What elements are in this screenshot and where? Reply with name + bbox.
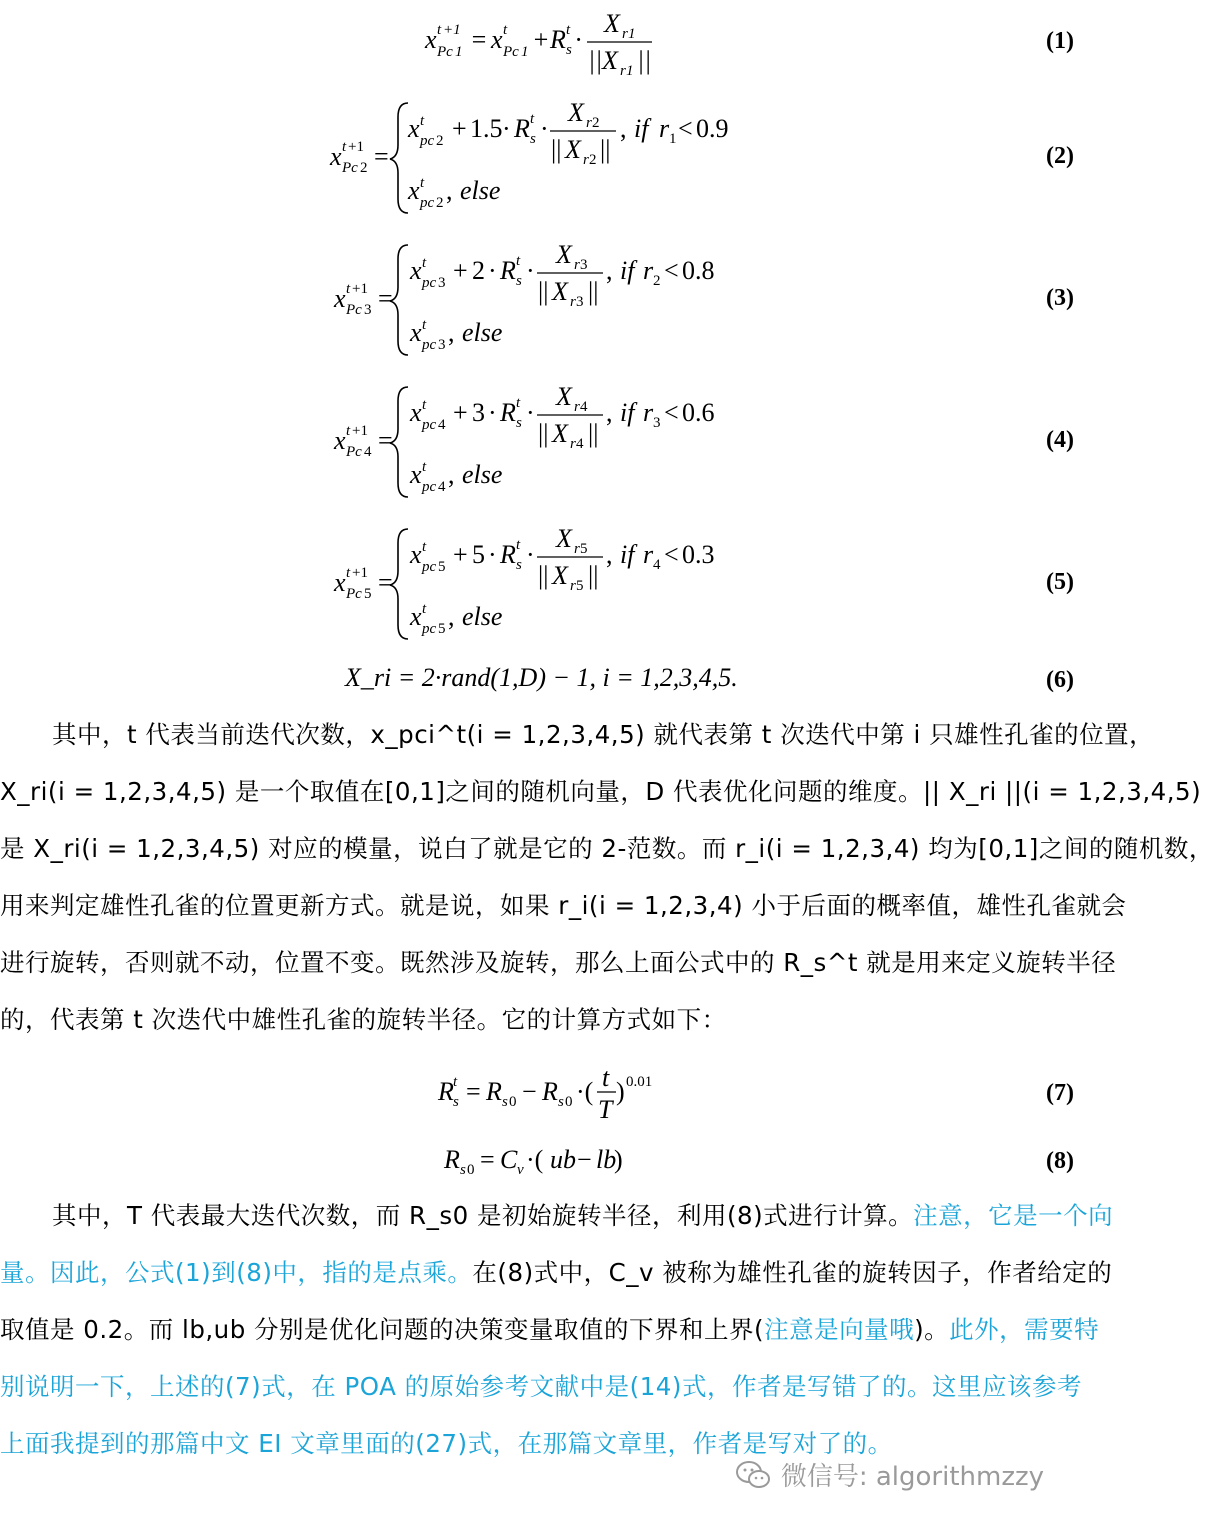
svg-text:X: X	[602, 46, 618, 75]
svg-text:<: <	[664, 540, 679, 569]
svg-text:Pc: Pc	[346, 586, 362, 602]
svg-text:4: 4	[438, 479, 446, 495]
equation-8	[0, 1136, 1080, 1186]
svg-text:·: ·	[526, 540, 535, 569]
svg-text:X: X	[552, 419, 568, 448]
svg-text:s: s	[453, 1094, 459, 1110]
equation-number: (3)	[1046, 285, 1074, 311]
text-line: 用来判定雄性孔雀的位置更新方式。就是说，如果 r_i(i = 1,2,3,4) 小于后面的概率值，雄性孔雀就会	[0, 891, 1127, 920]
svg-text:=: =	[480, 1145, 495, 1174]
svg-text:r: r	[620, 63, 626, 79]
highlight-note: 此外，需要特	[949, 1315, 1100, 1344]
svg-text:=: =	[466, 1077, 481, 1106]
svg-text:x: x	[408, 114, 420, 143]
svg-text:t: t	[516, 253, 521, 269]
equation-number: (2)	[1046, 143, 1074, 169]
svg-text:·: ·	[526, 256, 535, 285]
svg-text:4: 4	[580, 399, 588, 415]
svg-text:4: 4	[364, 444, 372, 460]
svg-text:t: t	[346, 281, 351, 297]
text-line: 其中，t 代表当前迭代次数，x_pci^t(i = 1,2,3,4,5) 就代表第 t 次迭代中第 i 只雄性孔雀的位置，	[52, 720, 1155, 749]
svg-text:lb: lb	[596, 1145, 617, 1174]
svg-text:+1: +1	[352, 423, 368, 439]
svg-text:+1: +1	[443, 22, 461, 38]
svg-text:r: r	[570, 294, 576, 310]
svg-text:4: 4	[576, 436, 584, 452]
svg-text:if: if	[620, 256, 635, 285]
equation-3	[0, 237, 1080, 362]
svg-text:r: r	[622, 26, 628, 42]
svg-text:0: 0	[467, 1162, 475, 1178]
svg-text:−: −	[522, 1077, 537, 1106]
svg-text:=: =	[470, 25, 488, 54]
svg-text:X: X	[552, 561, 568, 590]
svg-text:3: 3	[438, 275, 446, 291]
svg-text:5: 5	[576, 578, 584, 594]
svg-text:s: s	[460, 1162, 466, 1178]
svg-text:3: 3	[472, 398, 485, 427]
svg-text:pc: pc	[422, 275, 437, 291]
svg-text:x: x	[334, 426, 346, 455]
svg-text:s: s	[516, 557, 522, 573]
svg-text:R: R	[514, 114, 530, 143]
svg-text:r: r	[570, 436, 576, 452]
svg-text:Pc: Pc	[346, 444, 362, 460]
svg-text:R: R	[500, 256, 516, 285]
svg-text:2: 2	[436, 195, 444, 211]
text-line: X_ri(i = 1,2,3,4,5) 是一个取值在[0,1]之间的随机向量，D 代表优化问题的维度。|| X_ri ||(i = 1,2,3,4,5)	[0, 777, 1202, 806]
svg-text:s: s	[516, 415, 522, 431]
svg-text:Pc: Pc	[342, 160, 358, 176]
svg-text:3: 3	[576, 294, 584, 310]
svg-text:·: ·	[502, 114, 511, 143]
svg-text:·: ·	[575, 25, 582, 54]
svg-text:·(: ·(	[576, 1077, 594, 1106]
text-span: )。	[914, 1315, 950, 1344]
svg-text:R: R	[438, 1077, 454, 1106]
svg-text:+1: +1	[348, 139, 364, 155]
svg-text:pc: pc	[422, 559, 437, 575]
highlight-note: 注意，它是一个向	[913, 1201, 1114, 1230]
highlight-note: 别说明一下，上述的(7)式，在 POA 的原始参考文献中是(14)式，作者是写错了的。这里应该参考	[0, 1372, 1082, 1401]
svg-text:3: 3	[364, 302, 372, 318]
svg-text:R: R	[500, 398, 516, 427]
svg-text:t: t	[602, 1063, 610, 1092]
svg-text:3: 3	[438, 337, 446, 353]
svg-text:0.01: 0.01	[626, 1074, 653, 1090]
svg-text:s: s	[566, 42, 572, 58]
equation-number: (8)	[1046, 1148, 1074, 1174]
svg-text:||: ||	[538, 561, 549, 590]
svg-text:1: 1	[669, 131, 677, 147]
svg-text:4: 4	[438, 417, 446, 433]
svg-text:,: ,	[606, 540, 613, 569]
highlight-note: 注意是向量哦	[764, 1315, 915, 1344]
svg-text:,: ,	[448, 460, 455, 489]
svg-text:t: t	[422, 459, 427, 475]
svg-text:||: ||	[588, 46, 603, 75]
svg-text:if: if	[634, 114, 649, 143]
text-line: 进行旋转，否则就不动，位置不变。既然涉及旋转，那么上面公式中的 R_s^t 就是用来定义旋转半径	[0, 948, 1117, 977]
svg-text:X: X	[556, 382, 572, 411]
svg-text:5: 5	[580, 541, 588, 557]
svg-text:5: 5	[364, 586, 372, 602]
svg-text:−: −	[577, 1145, 592, 1174]
svg-text:else: else	[462, 602, 503, 631]
equation-7	[0, 1060, 1080, 1130]
svg-text:else: else	[462, 318, 503, 347]
svg-text:Pc: Pc	[437, 44, 453, 60]
equation-6	[0, 655, 1080, 705]
svg-text:+: +	[453, 540, 468, 569]
svg-text:r: r	[570, 578, 576, 594]
svg-text:T: T	[598, 1095, 613, 1124]
text-span: 其中，T 代表最大迭代次数，而 R_s0 是初始旋转半径，利用(8)式进行计算。	[52, 1201, 914, 1230]
text-span: 在(8)式中，C_v 被称为雄性孔雀的旋转因子，作者给定的	[472, 1258, 1113, 1287]
svg-text:2: 2	[436, 133, 444, 149]
svg-text:x: x	[425, 25, 437, 54]
svg-text:=: =	[378, 568, 393, 597]
paragraph-2	[0, 1187, 1114, 1472]
svg-text:t: t	[516, 537, 521, 553]
svg-text:v: v	[517, 1162, 524, 1178]
highlight-note: 量。因此，公式(1)到(8)中，指的是点乘。	[0, 1258, 473, 1287]
svg-text:2: 2	[360, 160, 368, 176]
svg-text:||: ||	[600, 135, 611, 164]
svg-text:r: r	[586, 115, 592, 131]
svg-text:pc: pc	[420, 133, 435, 149]
svg-text:s: s	[558, 1094, 564, 1110]
svg-text:=: =	[374, 142, 389, 171]
svg-text:x: x	[330, 142, 342, 171]
svg-text:||: ||	[551, 135, 562, 164]
svg-text:else: else	[460, 176, 501, 205]
svg-text:x: x	[410, 256, 422, 285]
equation-number: (6)	[1046, 667, 1074, 693]
svg-text:t: t	[422, 397, 427, 413]
svg-text:||: ||	[637, 46, 652, 75]
svg-text:t: t	[530, 111, 535, 127]
equation-number: (5)	[1046, 569, 1074, 595]
paragraph-1	[0, 706, 1214, 1048]
svg-text:t: t	[422, 601, 427, 617]
svg-text:r: r	[583, 152, 589, 168]
svg-text:,: ,	[606, 398, 613, 427]
equation-number: (7)	[1046, 1080, 1074, 1106]
svg-text:||: ||	[588, 561, 599, 590]
svg-text:3: 3	[580, 257, 588, 273]
svg-text:=: =	[378, 426, 393, 455]
svg-text:2: 2	[592, 115, 600, 131]
svg-text:·: ·	[488, 398, 497, 427]
svg-text:r: r	[659, 114, 670, 143]
svg-text:||: ||	[588, 277, 599, 306]
svg-text:0.8: 0.8	[682, 256, 715, 285]
equation-4	[0, 379, 1080, 504]
svg-text:=: =	[378, 284, 393, 313]
svg-text:x: x	[410, 540, 422, 569]
svg-text:·: ·	[526, 398, 535, 427]
svg-text:t: t	[342, 139, 347, 155]
svg-text:t: t	[503, 22, 508, 38]
svg-text:Pc: Pc	[346, 302, 362, 318]
svg-text:pc: pc	[420, 195, 435, 211]
svg-text:,: ,	[620, 114, 627, 143]
svg-text:t: t	[566, 22, 571, 38]
svg-text:<: <	[678, 114, 693, 143]
svg-text:R: R	[500, 540, 516, 569]
svg-text:r: r	[574, 257, 580, 273]
svg-text:5: 5	[438, 559, 446, 575]
svg-text:pc: pc	[422, 417, 437, 433]
wechat-icon	[735, 1460, 771, 1490]
svg-text:1: 1	[626, 63, 634, 79]
svg-text:,: ,	[446, 176, 453, 205]
svg-text:ub: ub	[550, 1145, 576, 1174]
svg-text:+1: +1	[352, 281, 368, 297]
equation-number: (4)	[1046, 427, 1074, 453]
svg-text:2: 2	[653, 273, 661, 289]
text-line: 是 X_ri(i = 1,2,3,4,5) 对应的模量，说白了就是它的 2-范数。而 r_i(i = 1,2,3,4) 均为[0,1]之间的随机数，	[0, 834, 1214, 863]
svg-text:x: x	[410, 398, 422, 427]
svg-text:2: 2	[589, 152, 597, 168]
svg-text:t: t	[516, 395, 521, 411]
svg-text:pc: pc	[422, 621, 437, 637]
svg-text:4: 4	[653, 557, 661, 573]
svg-text:r: r	[643, 398, 654, 427]
svg-text:5: 5	[438, 621, 446, 637]
svg-text:t: t	[346, 565, 351, 581]
svg-text:x: x	[334, 568, 346, 597]
svg-text:||: ||	[538, 419, 549, 448]
svg-text:1: 1	[455, 44, 463, 60]
svg-text:1.5: 1.5	[470, 114, 503, 143]
svg-text:X: X	[556, 240, 572, 269]
svg-text:R: R	[444, 1145, 460, 1174]
svg-text:+: +	[452, 114, 467, 143]
svg-text:pc: pc	[422, 337, 437, 353]
svg-text:s: s	[516, 273, 522, 289]
svg-text:2: 2	[472, 256, 485, 285]
equation-number: (1)	[1046, 28, 1074, 54]
svg-text:x: x	[334, 284, 346, 313]
svg-text:X: X	[552, 277, 568, 306]
svg-text:x: x	[491, 25, 503, 54]
svg-text:+: +	[532, 25, 550, 54]
svg-text:t: t	[422, 255, 427, 271]
svg-text:1: 1	[628, 26, 636, 42]
equation-2	[0, 95, 1080, 220]
svg-text:<: <	[664, 256, 679, 285]
svg-text:r: r	[574, 399, 580, 415]
svg-text:·(: ·(	[526, 1145, 544, 1174]
text-line: 的，代表第 t 次迭代中雄性孔雀的旋转半径。它的计算方式如下：	[0, 1005, 727, 1034]
equation-5	[0, 521, 1080, 646]
svg-text:t: t	[422, 539, 427, 555]
svg-text:t: t	[453, 1074, 458, 1090]
svg-text:+: +	[453, 398, 468, 427]
svg-text:+: +	[453, 256, 468, 285]
svg-text:): )	[614, 1145, 623, 1174]
svg-text:r: r	[574, 541, 580, 557]
svg-text:0.3: 0.3	[682, 540, 715, 569]
svg-text:·: ·	[540, 114, 549, 143]
equation-1	[0, 0, 1080, 90]
svg-text:t: t	[422, 317, 427, 333]
svg-text:·: ·	[488, 256, 497, 285]
svg-text:else: else	[462, 460, 503, 489]
svg-text:R: R	[542, 1077, 558, 1106]
svg-text:5: 5	[472, 540, 485, 569]
svg-text:1: 1	[521, 44, 529, 60]
svg-text:<: <	[664, 398, 679, 427]
svg-text:pc: pc	[422, 479, 437, 495]
svg-text:R: R	[486, 1077, 502, 1106]
svg-text:0: 0	[565, 1094, 573, 1110]
svg-text:+1: +1	[352, 565, 368, 581]
svg-text:,: ,	[448, 318, 455, 347]
svg-text:0.9: 0.9	[696, 114, 729, 143]
svg-text:R: R	[550, 25, 566, 54]
svg-text:Pc: Pc	[503, 44, 519, 60]
svg-text:,: ,	[448, 602, 455, 631]
svg-text:s: s	[530, 131, 536, 147]
svg-text:X: X	[556, 524, 572, 553]
text-span: 取值是 0.2。而 lb,ub 分别是优化问题的决策变量取值的下界和上界(	[0, 1315, 765, 1344]
svg-text:t: t	[437, 22, 442, 38]
svg-text:,: ,	[606, 256, 613, 285]
svg-text:x: x	[410, 602, 422, 631]
svg-text:||: ||	[538, 277, 549, 306]
svg-text:0.6: 0.6	[682, 398, 715, 427]
svg-text:r: r	[643, 540, 654, 569]
svg-text:X: X	[565, 135, 581, 164]
svg-text:x: x	[410, 460, 422, 489]
svg-text:if: if	[620, 398, 635, 427]
highlight-note: 上面我提到的那篇中文 EI 文章里面的(27)式，在那篇文章里，作者是写对了的。	[0, 1429, 893, 1458]
svg-text:0: 0	[509, 1094, 517, 1110]
svg-text:||: ||	[588, 419, 599, 448]
svg-text:t: t	[420, 175, 425, 191]
svg-text:t: t	[346, 423, 351, 439]
svg-text:·: ·	[488, 540, 497, 569]
svg-text:x: x	[410, 318, 422, 347]
svg-text:3: 3	[653, 415, 661, 431]
svg-text:C: C	[500, 1145, 518, 1174]
svg-text:): )	[616, 1077, 625, 1106]
watermark	[735, 1456, 1044, 1493]
svg-text:X: X	[568, 98, 584, 127]
svg-text:X: X	[604, 9, 620, 38]
svg-text:s: s	[502, 1094, 508, 1110]
svg-text:t: t	[420, 113, 425, 129]
equation-6-text: X_ri = 2·rand(1,D) − 1, i = 1,2,3,4,5.	[345, 663, 738, 692]
svg-text:r: r	[643, 256, 654, 285]
svg-text:if: if	[620, 540, 635, 569]
svg-text:x: x	[408, 176, 420, 205]
watermark-text: 微信号: algorithmzzy	[780, 1462, 1044, 1492]
